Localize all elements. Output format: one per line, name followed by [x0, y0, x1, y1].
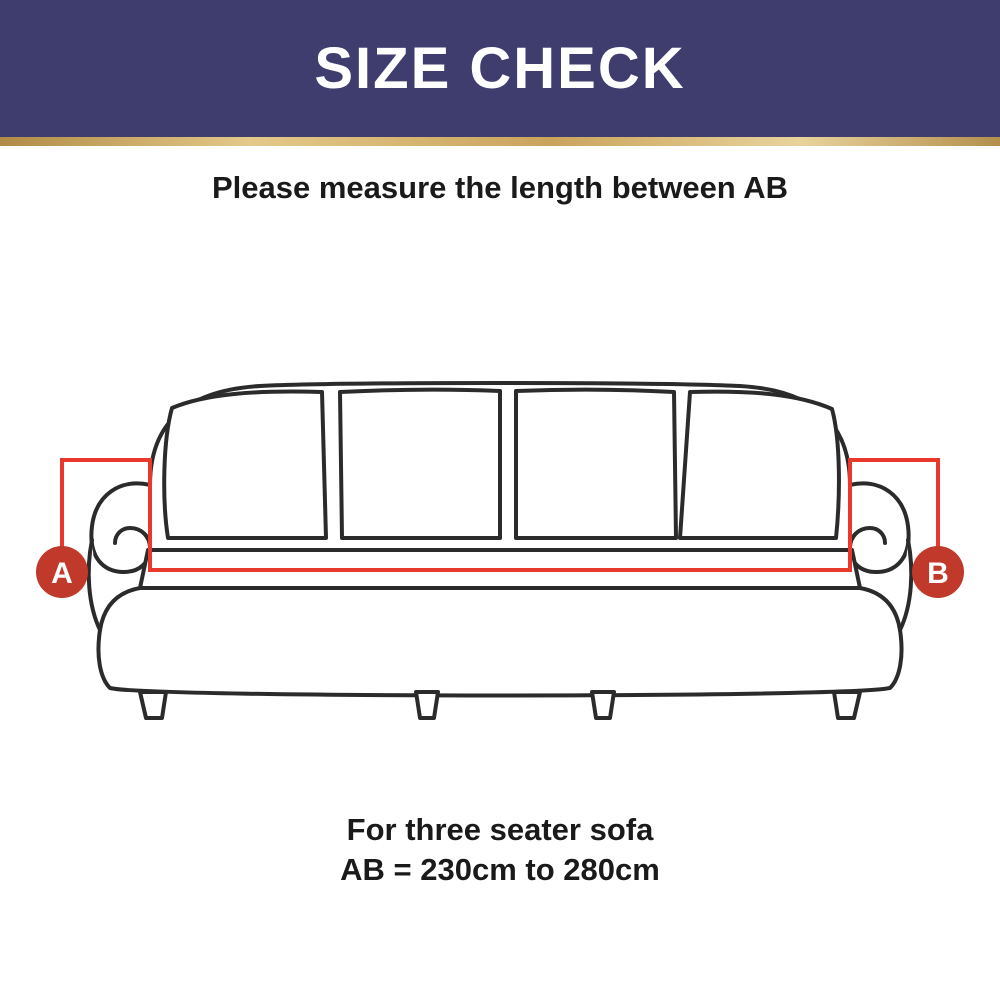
sofa-base	[98, 588, 901, 696]
footer-line-1: For three seater sofa	[346, 812, 654, 847]
sofa-left-arm	[91, 483, 150, 572]
back-cushion-2	[340, 390, 500, 538]
instruction-text: Please measure the length between AB	[212, 170, 788, 205]
marker-b	[912, 546, 964, 598]
sofa-leg-front-right	[834, 692, 860, 718]
back-cushion-3	[516, 390, 676, 538]
sofa-diagram	[0, 300, 1000, 770]
footer-line-2: AB = 230cm to 280cm	[340, 851, 660, 887]
footer-text	[0, 810, 1000, 889]
sofa-right-arm	[850, 483, 909, 572]
header-banner	[0, 0, 1000, 137]
marker-b-label: B	[927, 557, 949, 590]
sofa-leg-mid-right	[592, 692, 614, 718]
back-cushion-1	[164, 392, 326, 538]
marker-a	[36, 546, 88, 598]
sofa-leg-mid-left	[416, 692, 438, 718]
back-cushion-4	[680, 392, 839, 538]
gold-divider	[0, 137, 1000, 146]
marker-a-label: A	[51, 557, 73, 590]
sofa-leg-front-left	[140, 692, 166, 718]
page-title: SIZE CHECK	[314, 35, 686, 101]
